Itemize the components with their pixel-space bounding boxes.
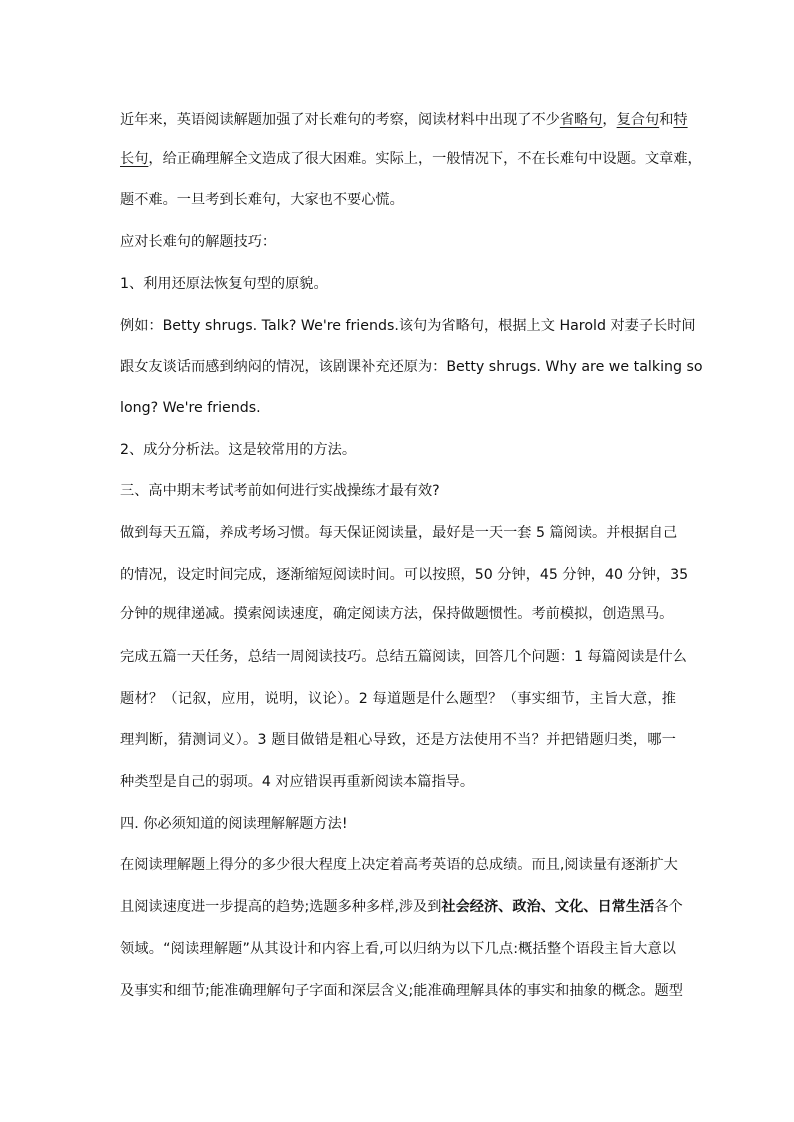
paragraph-line: 题材？（记叙，应用，说明，议论）。2 每道题是什么题型？（事实细节，主旨大意，推 — [120, 691, 676, 707]
paragraph-line: 种类型是自己的弱项。4 对应错误再重新阅读本篇指导。 — [120, 774, 475, 790]
underlined-term: 特 — [673, 112, 688, 128]
paragraph-line: 分钟的规律递减。摸索阅读速度，确定阅读方法，保持做题惯性。考前模拟，创造黑马。 — [120, 606, 674, 622]
paragraph-line: 在阅读理解题上得分的多少很大程度上决定着高考英语的总成绩。而且,阅读量有逐渐扩大 — [120, 857, 678, 873]
section-heading: 应对长难句的解题技巧： — [120, 234, 277, 250]
paragraph-line — [120, 110, 688, 130]
text-segment: 近年来，英语阅读解题加强了对长难句的考察，阅读材料中出现了不少 — [120, 112, 560, 128]
bold-term: 社会经济、政治、文化、日常生活 — [441, 899, 655, 915]
text-segment: 且阅读速度进一步提高的趋势;选题多种多样,涉及到 — [120, 899, 442, 915]
paragraph-line: long? We're friends. — [120, 400, 261, 416]
paragraph-line — [120, 897, 683, 917]
paragraph-line: 例如：Betty shrugs. Talk? We're friends.该句为省略句，根据上文 Harold 对妻子长时间 — [120, 318, 696, 334]
text-segment: 和 — [659, 112, 674, 128]
underlined-term: 长句 — [120, 151, 149, 167]
paragraph-line — [120, 149, 702, 169]
text-segment: ，给正确理解全文造成了很大困难。实际上，一般情况下，不在长难句中设题。文章难， — [148, 151, 702, 167]
paragraph-line: 理判断，猜测词义）。3 题目做错是粗心导致，还是方法使用不当？并把错题归类，哪一 — [120, 732, 676, 748]
paragraph-line: 完成五篇一天任务，总结一周阅读技巧。总结五篇阅读，回答几个问题：1 每篇阅读是什么 — [120, 649, 687, 665]
text-segment: ， — [602, 112, 617, 128]
text-segment: 各个 — [654, 899, 683, 915]
paragraph-line: 领域。“阅读理解题”从其设计和内容上看,可以归纳为以下几点:概括整个语段主旨大意以 — [120, 941, 676, 957]
list-item: 2、成分分析法。这是较常用的方法。 — [120, 442, 357, 458]
paragraph-line: 及事实和细节;能准确理解句子字面和深层含义;能准确理解具体的事实和抽象的概念。题型 — [120, 983, 683, 999]
paragraph-line: 题不难。一旦考到长难句，大家也不要心慌。 — [120, 192, 404, 208]
section-heading: 四. 你必须知道的阅读理解解题方法! — [120, 816, 348, 832]
underlined-term: 复合句 — [616, 112, 660, 128]
paragraph-line: 跟女友谈话而感到纳闷的情况，该剧课补充还原为：Betty shrugs. Why are we talking so — [120, 359, 703, 375]
section-heading: 三、高中期末考试考前如何进行实战操练才最有效? — [120, 483, 440, 499]
list-item: 1、利用还原法恢复句型的原貌。 — [120, 276, 328, 292]
paragraph-line: 做到每天五篇，养成考场习惯。每天保证阅读量，最好是一天一套 5 篇阅读。并根据自己 — [120, 525, 678, 541]
underlined-term: 省略句 — [559, 112, 603, 128]
paragraph-line: 的情况，设定时间完成，逐渐缩短阅读时间。可以按照，50 分钟，45 分钟，40 分钟，35 — [120, 567, 689, 583]
